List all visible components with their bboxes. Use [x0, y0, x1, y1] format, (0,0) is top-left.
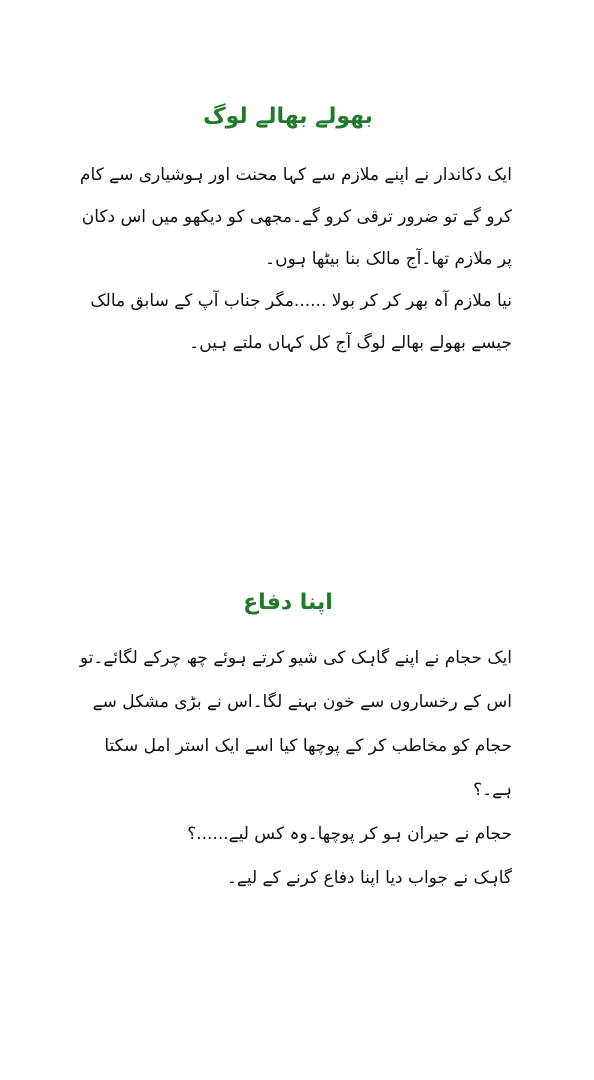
story-paragraph: ایک حجام نے اپنے گاہک کی شیو کرتے ہوئے چھ چرکے لگائے۔تو اس کے رخساروں سے خون بہنے لگا۔اس نے بڑی مشکل سے حجام کو مخاطب کر کے پوچھا کیا اسے ایک استر امل سکتا ہے۔؟ — [79, 648, 512, 800]
story-apna-difa — [64, 586, 512, 900]
story-paragraph: حجام نے حیران ہو کر پوچھا۔وہ کس لیے......؟ — [187, 824, 512, 844]
story-paragraph: گاہک نے جواب دیا اپنا دفاع کرنے کے لیے۔ — [226, 868, 512, 888]
story-paragraph: نیا ملازم آہ بھر کر کر بولا ......مگر جناب آپ کے سابق مالک جیسے بھولے بھالے لوگ آج کل کہاں ملتے ہیں۔ — [90, 291, 512, 353]
story-paragraph: ایک دکاندار نے اپنے ملازم سے کہا محنت اور ہوشیاری سے کام کرو گے تو ضرور ترقی کرو گے۔مجھی کو دیکھو میں اس دکان پر ملازم تھا۔آج مالک بنا بیٹھا ہوں۔ — [79, 165, 512, 269]
story-title: اپنا دفاع — [243, 590, 333, 615]
story-bhole-bhale-log — [64, 100, 512, 364]
story-title: بھولے بھالے لوگ — [203, 104, 373, 129]
